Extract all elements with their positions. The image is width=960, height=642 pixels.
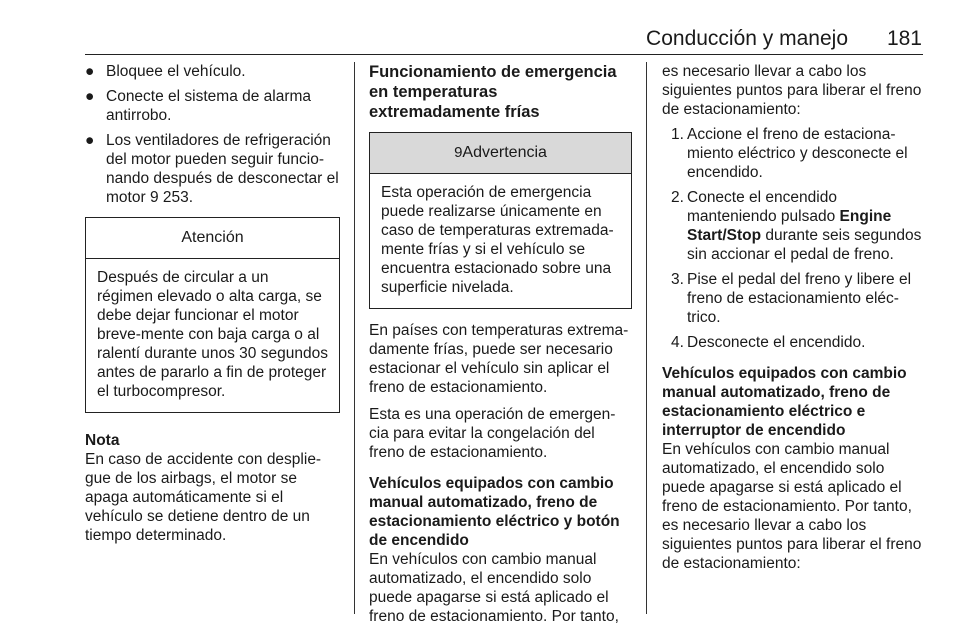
step-text: Conecte el encendido manteniendo pulsado — [687, 189, 837, 225]
step-number: 1. — [671, 126, 684, 143]
step-text: durante seis segundos sin accionar el pedal de freno. — [687, 227, 922, 263]
page-ref-icon: 9 — [149, 189, 159, 206]
list-item — [85, 87, 340, 125]
column-divider-1 — [354, 62, 355, 614]
paragraph: En vehículos con cambio manual automatizado, el encendido solo puede apagarse si está aplicado el freno de estacionamiento. Por tanto, es necesario llevar a cabo los siguientes puntos para liberar el freno de estacionamiento: — [662, 441, 922, 572]
bullet-list — [85, 62, 340, 207]
warning-icon: 9 — [454, 144, 463, 161]
header-rule — [85, 54, 923, 55]
column-1 — [85, 62, 340, 545]
paragraph: En vehículos con cambio manual automatizado, el encendido solo puede apagarse si está aplicado el freno de estacionamiento. Por tanto, — [369, 551, 619, 625]
column-2 — [369, 62, 632, 626]
note-block — [85, 431, 340, 545]
bullet-icon: ● — [85, 63, 95, 80]
step-number: 2. — [671, 189, 684, 206]
list-item — [662, 125, 924, 182]
page-header — [0, 0, 960, 54]
note-label: Nota — [85, 432, 120, 449]
attention-body: Después de circular a un régimen elevado o alta carga, se debe dejar funcionar el motor breve-mente con baja carga o al ralentí durante unos 30 segundos antes de pararlo a fin de proteger el turbocompresor. — [97, 269, 328, 400]
paragraph: Esta es una operación de emergen-cia para evitar la congelación del freno de estacionamiento. — [369, 406, 616, 461]
steps-list — [662, 125, 924, 352]
step-text: Accione el freno de estaciona-miento eléctrico y desconecte el encendido. — [687, 126, 908, 181]
chapter-title: Conducción y manejo — [646, 27, 848, 50]
section-title: Funcionamiento de emergencia en temperaturas extremadamente frías — [369, 63, 617, 121]
list-item — [85, 62, 340, 81]
step-text: Desconecte el encendido. — [687, 334, 866, 351]
subheading: Vehículos equipados con cambio manual automatizado, freno de estacionamiento eléctrico y botón de encendido — [369, 475, 620, 549]
list-item — [662, 188, 924, 264]
paragraph: es necesario llevar a cabo los siguientes puntos para liberar el freno de estacionamiento: — [662, 63, 922, 118]
subheading: Vehículos equipados con cambio manual automatizado, freno de estacionamiento eléctrico e interruptor de encendido — [662, 365, 907, 439]
step-number: 4. — [671, 334, 684, 351]
attention-title: Atención — [86, 218, 339, 259]
page-number: 181 — [886, 27, 922, 50]
attention-box — [85, 217, 340, 413]
list-item — [662, 270, 924, 327]
list-item-text: Conecte el sistema de alarma antirrobo. — [106, 88, 312, 124]
column-divider-2 — [646, 62, 647, 614]
warning-header — [370, 133, 631, 174]
warning-title: Advertencia — [462, 144, 547, 161]
page-ref-link[interactable]: 253. — [162, 189, 194, 206]
warning-body: Esta operación de emergencia puede realizarse únicamente en caso de temperaturas extremada-mente frías y si el vehículo se encuentra estacionado sobre una superficie nivelada. — [381, 184, 614, 296]
note-body: En caso de accidente con desplie-gue de los airbags, el motor se apaga automáticamente si el vehículo se detiene dentro de un tiempo determinado. — [85, 451, 322, 544]
bullet-icon: ● — [85, 132, 95, 149]
bullet-icon: ● — [85, 88, 95, 105]
list-item-text: Bloquee el vehículo. — [106, 63, 246, 80]
warning-box — [369, 132, 632, 309]
step-number: 3. — [671, 271, 684, 288]
button-name: Engine Start/Stop — [687, 208, 892, 244]
list-item-text: Los ventiladores de refrigeración del motor pueden seguir funcio-nando después de desconectar el motor — [106, 132, 339, 206]
column-3 — [662, 62, 924, 573]
list-item — [662, 333, 924, 352]
paragraph: En países con temperaturas extrema-damente frías, puede ser necesario estacionar el vehículo sin aplicar el freno de estacionamiento. — [369, 322, 629, 396]
step-text: Pise el pedal del freno y libere el freno de estacionamiento eléc-trico. — [687, 271, 912, 326]
list-item — [85, 131, 340, 207]
